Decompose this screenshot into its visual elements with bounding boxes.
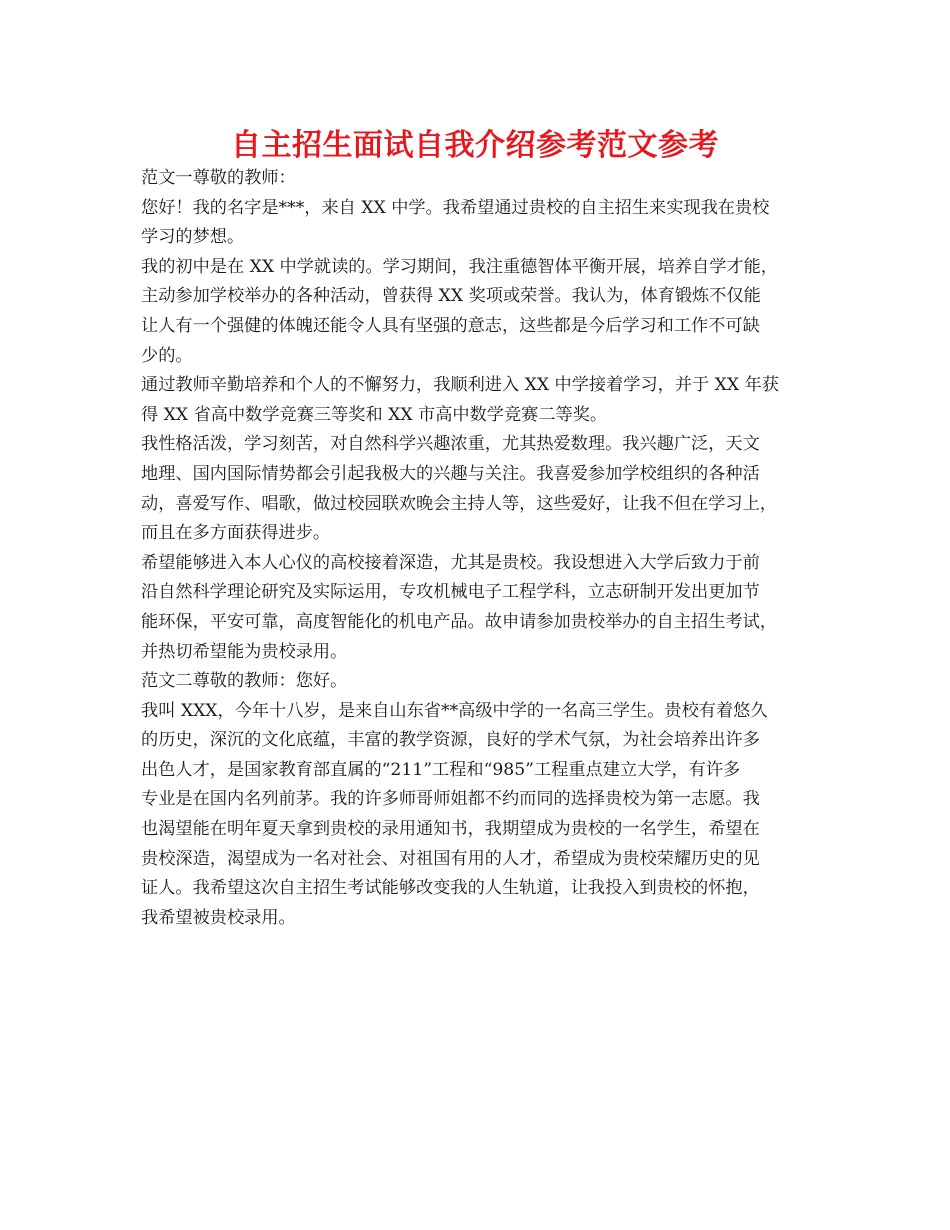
- text-line: 动，喜爱写作、唱歌，做过校园联欢晚会主持人等，这些爱好，让我不但在学习上，: [141, 493, 777, 514]
- text-line: 并热切希望能为贵校录用。: [141, 641, 348, 662]
- text-line: 得 XX 省高中数学竞赛三等奖和 XX 市高中数学竞赛二等奖。: [141, 404, 608, 425]
- text-line: 您好！我的名字是***，来自 XX 中学。我希望通过贵校的自主招生来实现我在贵校: [141, 197, 770, 218]
- document-title: 自主招生面试自我介绍参考范文参考: [231, 128, 719, 163]
- text-line: 我性格活泼，学习刻苦，对自然科学兴趣浓重，尤其热爱数理。我兴趣广泛，天文: [141, 434, 760, 455]
- text-line: 能环保，平安可靠，高度智能化的机电产品。故申请参加贵校举办的自主招生考试，: [141, 611, 777, 632]
- text-line: 地理、国内国际情势都会引起我极大的兴趣与关注。我喜爱参加学校组织的各种活: [141, 463, 760, 484]
- text-line: 我希望被贵校录用。: [141, 907, 296, 928]
- text-line: 范文一尊敬的教师：: [141, 168, 296, 188]
- text-line: 贵校深造，渴望成为一名对社会、对祖国有用的人才，希望成为贵校荣耀历史的见: [141, 848, 760, 869]
- text-line: 沿自然科学理论研究及实际运用，专攻机械电子工程学科，立志研制开发出更加节: [141, 582, 760, 603]
- document-body: [141, 164, 827, 933]
- text-line: 通过教师辛勤培养和个人的不懈努力，我顺利进入 XX 中学接着学习，并于 XX 年获: [141, 375, 779, 396]
- text-line: 出色人才，是国家教育部直属的“211”工程和“985”工程重点建立大学，有许多: [141, 759, 741, 780]
- text-line: 让人有一个强健的体魄还能令人具有坚强的意志，这些都是今后学习和工作不可缺: [141, 315, 760, 336]
- text-line: 的历史，深沉的文化底蕴，丰富的教学资源，良好的学术气氛，为社会培养出许多: [141, 730, 760, 751]
- text-line: 我叫 XXX，今年十八岁，是来自山东省**高级中学的一名高三学生。贵校有着悠久: [141, 700, 768, 721]
- text-line: 少的。: [141, 345, 193, 366]
- text-line: 范文二尊敬的教师：您好。: [141, 671, 348, 692]
- text-line: 也渴望能在明年夏天拿到贵校的录用通知书，我期望成为贵校的一名学生，希望在: [141, 819, 760, 840]
- text-line: 主动参加学校举办的各种活动，曾获得 XX 奖项或荣誉。我认为，体育锻炼不仅能: [141, 286, 761, 307]
- text-line: 而且在多方面获得进步。: [141, 523, 331, 544]
- text-line: 我的初中是在 XX 中学就读的。学习期间，我注重德智体平衡开展，培养自学才能，: [141, 256, 778, 277]
- text-line: 证人。我希望这次自主招生考试能够改变我的人生轨道，让我投入到贵校的怀抱，: [141, 878, 760, 899]
- text-line: 学习的梦想。: [141, 227, 245, 248]
- text-line: 希望能够进入本人心仪的高校接着深造，尤其是贵校。我设想进入大学后致力于前: [141, 552, 760, 573]
- text-line: 专业是在国内名列前茅。我的许多师哥师姐都不约而同的选择贵校为第一志愿。我: [141, 789, 760, 810]
